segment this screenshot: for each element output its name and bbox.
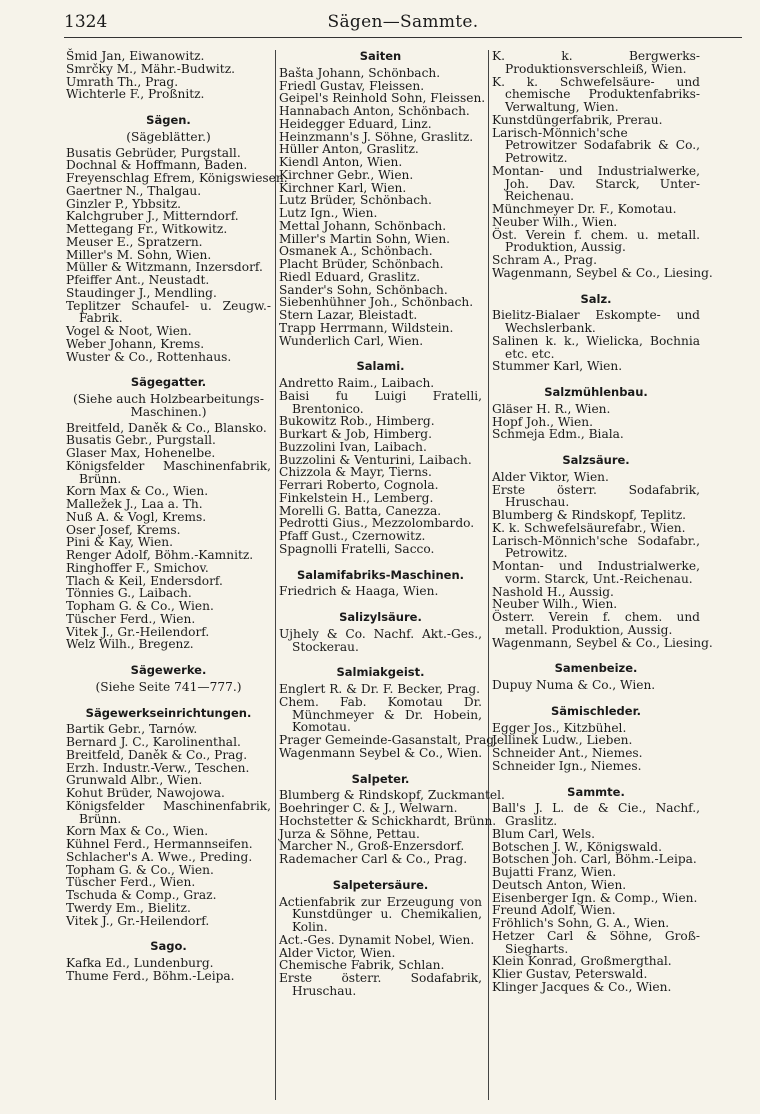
section-heading: Salzmühlenbau. xyxy=(544,385,648,399)
directory-entry: Siebenhühner Joh., Schönbach. xyxy=(279,295,474,310)
directory-entry: Ball's J. L. de & Cie., Nachf., Graslitz. xyxy=(492,801,700,828)
directory-entry: Österr. Verein f. chem. und metall. Produktion, Aussig. xyxy=(492,610,700,637)
directory-entry: Jurza & Söhne, Pettau. xyxy=(279,826,420,841)
directory-entry: Pfeiffer Ant., Neustadt. xyxy=(66,273,210,287)
directory-entry: Hüller Anton, Graslitz. xyxy=(279,142,419,157)
directory-entry: Botschen Joh. Carl, Böhm.-Leipa. xyxy=(492,852,697,867)
directory-entry: Egger Jos., Kitzbühel. xyxy=(492,720,627,735)
section-note: (Siehe Seite 741—777.) xyxy=(95,679,242,694)
directory-entry: Ujhely & Co. Nachf. Akt.-Ges., Stockerau. xyxy=(279,626,482,654)
section-heading: Samenbeize. xyxy=(554,661,638,676)
directory-entry: Mettegang Fr., Witkowitz. xyxy=(66,222,228,236)
directory-entry: Blumberg & Rindskopf, Zuckmantel. xyxy=(279,788,505,803)
directory-entry: Wunderlich Carl, Wien. xyxy=(279,333,424,348)
directory-entry: Miller's Martin Sohn, Wien. xyxy=(279,231,451,246)
section-heading: Salami. xyxy=(356,359,405,374)
directory-entry: Müller & Witzmann, Inzersdorf. xyxy=(66,260,263,275)
directory-entry: Klinger Jacques & Co., Wien. xyxy=(492,979,672,994)
directory-entry: Trapp Herrmann, Wildstein. xyxy=(279,320,454,335)
directory-entry: Bernard J. C., Karolinenthal. xyxy=(66,735,241,749)
directory-entry: Spagnolli Fratelli, Sacco. xyxy=(279,541,435,556)
directory-entry: Staudinger J., Mendling. xyxy=(66,285,217,300)
directory-entry: Andretto Raim., Laibach. xyxy=(279,376,435,390)
directory-entry: Bartik Gebr., Tarnów. xyxy=(66,722,198,737)
directory-entry: Marcher N., Groß-Enzersdorf. xyxy=(279,839,465,854)
directory-entry: Miller's M. Sohn, Wien. xyxy=(66,247,212,262)
section-heading: Sägewerkseinrichtungen. xyxy=(85,705,252,720)
directory-entry: Erste österr. Sodafabrik, Hruschau. xyxy=(492,482,700,510)
directory-entry: Breitfeld, Daněk & Co., Prag. xyxy=(66,747,248,762)
directory-entry: K. k. Schwefelsäure- und chemische Produktenfabriks-Verwaltung, Wien. xyxy=(492,74,700,114)
directory-entry: Burkart & Job, Himberg. xyxy=(279,427,432,441)
directory-entry: Chemische Fabrik, Schlan. xyxy=(279,958,445,973)
directory-entry: Stummer Karl, Wien. xyxy=(492,359,623,374)
directory-entry: Vogel & Noot, Wien. xyxy=(66,324,192,338)
directory-entry: Bujatti Franz, Wien. xyxy=(492,865,617,879)
directory-entry: Tönnies G., Laibach. xyxy=(66,586,192,601)
directory-entry: Mettal Johann, Schönbach. xyxy=(279,218,447,233)
section-heading: Salpeter. xyxy=(351,771,410,786)
directory-entry: Schneider Ant., Niemes. xyxy=(492,746,643,760)
directory-entry: Kunstdüngerfabrik, Prerau. xyxy=(492,112,663,127)
directory-entry: K. k. Bergwerks-Produktionsverschleiß, Wien. xyxy=(492,49,700,76)
directory-entry: Montan- und Industrialwerke, vorm. Starck, Unt.-Reichenau. xyxy=(492,559,700,586)
section-heading: Sago. xyxy=(150,939,187,954)
directory-entry: Lutz Brüder, Schönbach. xyxy=(279,193,432,208)
directory-entry: Friedrich & Haaga, Wien. xyxy=(279,584,439,599)
directory-entry: Twerdy Em., Bielitz. xyxy=(66,900,191,915)
directory-entry: Alder Viktor, Wien. xyxy=(492,469,609,484)
directory-entry: Geipel's Reinhold Sohn, Fleissen. xyxy=(279,91,486,106)
directory-entry: Ginzler P., Ybbsitz. xyxy=(66,196,182,211)
directory-entry: Bašta Johann, Schönbach. xyxy=(279,65,441,80)
directory-entry: Kiendl Anton, Wien. xyxy=(279,155,403,169)
directory-entry: Glaser Max, Hohenelbe. xyxy=(66,446,216,460)
directory-entry: Kirchner Karl, Wien. xyxy=(279,180,407,195)
section-heading: Sammte. xyxy=(567,784,625,799)
directory-entry: Schram A., Prag. xyxy=(492,253,597,267)
directory-entry: Wagenmann, Seybel & Co., Liesing. xyxy=(492,265,713,280)
column-divider xyxy=(275,50,276,1100)
directory-entry: Thume Ferd., Böhm.-Leipa. xyxy=(66,968,235,983)
directory-entry: Klein Konrad, Großmergthal. xyxy=(492,954,672,969)
directory-entry: Sander's Sohn, Schönbach. xyxy=(279,282,448,297)
directory-entry: Königsfelder Maschinenfabrik, Brünn. xyxy=(66,798,271,826)
directory-entry: Chizzola & Mayr, Tierns. xyxy=(279,465,432,480)
section-heading: Sämischleder. xyxy=(551,703,641,718)
directory-entry: Tschuda & Comp., Graz. xyxy=(66,888,217,902)
directory-entry: Blumberg & Rindskopf, Teplitz. xyxy=(492,508,687,522)
directory-entry: Topham G. & Co., Wien. xyxy=(66,599,214,613)
directory-entry: Stern Lazar, Bleistadt. xyxy=(279,308,418,322)
directory-entry: Alder Victor, Wien. xyxy=(279,945,396,960)
directory-entry: Gaertner N., Thalgau. xyxy=(66,183,202,198)
column-3 xyxy=(492,49,713,994)
directory-entry: Kohut Brüder, Nawojowa. xyxy=(66,786,225,800)
page-header xyxy=(64,10,742,36)
section-heading: Salpetersäure. xyxy=(332,877,429,892)
directory-entry: Hetzer Carl & Söhne, Groß-Siegharts. xyxy=(492,928,700,956)
directory-entry: Welz Wilh., Bregenz. xyxy=(66,637,194,652)
directory-entry: Busatis Gebr., Purgstall. xyxy=(66,433,216,448)
directory-entry: Rademacher Carl & Co., Prag. xyxy=(279,852,468,866)
directory-entry: Umrath Th., Prag. xyxy=(66,74,179,89)
section-heading: Salzsäure. xyxy=(562,453,630,467)
directory-entry: Hopf Joh., Wien. xyxy=(492,414,593,429)
directory-entry: Lutz Ign., Wien. xyxy=(279,206,378,220)
directory-entry: Neuber Wilh., Wien. xyxy=(492,214,618,229)
directory-entry: Chem. Fab. Komotau Dr. Münchmeyer & Dr. Hobein, Komotau. xyxy=(279,694,482,735)
section-heading: Salizylsäure. xyxy=(339,610,422,624)
directory-entry: Schlacher's A. Wwe., Preding. xyxy=(66,849,253,864)
directory-entry: Erzh. Industr.-Verw., Teschen. xyxy=(66,760,250,775)
directory-entry: Heinzmann's J. Söhne, Graslitz. xyxy=(279,129,474,144)
directory-entry: Freyenschlag Efrem, Königswiesen. xyxy=(66,171,288,185)
section-heading: Salz. xyxy=(580,291,612,306)
directory-entry: Pedrotti Gius., Mezzolombardo. xyxy=(279,516,475,531)
section-heading: Sägegatter. xyxy=(130,375,207,390)
section-heading: Sägen. xyxy=(146,113,191,127)
directory-entry: Salinen k. k., Wielicka, Bochnia etc. etc. xyxy=(492,333,700,361)
directory-entry: Englert R. & Dr. F. Becker, Prag. xyxy=(279,682,481,696)
directory-entry: Weber Johann, Krems. xyxy=(66,336,205,351)
directory-entry: Vitek J., Gr.-Heilendorf. xyxy=(66,624,210,639)
directory-entry: Boehringer C. & J., Welwarn. xyxy=(279,801,458,815)
directory-entry: Vitek J., Gr.-Heilendorf. xyxy=(66,913,210,928)
directory-entry: Smrčky M., Mähr.-Budwitz. xyxy=(66,61,236,76)
directory-entry: Montan- und Industrialwerke, Joh. Dav. Starck, Unter-Reichenau. xyxy=(492,163,700,204)
directory-entry: Hochstetter & Schickhardt, Brünn. xyxy=(279,813,497,828)
directory-entry: Kafka Ed., Lundenburg. xyxy=(66,956,214,970)
directory-entry: Teplitzer Schaufel- u. Zeugw.-Fabrik. xyxy=(66,298,271,326)
directory-entry: Osmanek A., Schönbach. xyxy=(279,244,433,259)
section-heading: Salmiakgeist. xyxy=(336,665,425,680)
page-number: 1324 xyxy=(64,12,108,32)
column-1 xyxy=(66,49,288,983)
directory-entry: Münchmeyer Dr. F., Komotau. xyxy=(492,202,677,216)
directory-entry: Pfaff Gust., Czernowitz. xyxy=(279,529,426,543)
directory-entry: Larisch-Mönnich'sche Sodafabr., Petrowitz. xyxy=(492,533,700,561)
directory-entry: Riedl Eduard, Graslitz. xyxy=(279,269,421,284)
directory-entry: Dochnal & Hoffmann, Baden. xyxy=(66,158,248,173)
directory-entry: Königsfelder Maschinenfabrik, Brünn. xyxy=(66,458,271,486)
directory-entry: Buzzolini Ivan, Laibach. xyxy=(279,439,427,454)
directory-entry: Wichterle F., Proßnitz. xyxy=(66,87,205,102)
directory-entry: Bielitz-Bialaer Eskompte- und Wechslerbank. xyxy=(492,308,700,335)
directory-entry: Breitfeld, Daněk & Co., Blansko. xyxy=(66,420,267,435)
directory-entry: Ferrari Roberto, Cognola. xyxy=(279,478,439,492)
directory-entry: Nashold H., Aussig. xyxy=(492,584,614,599)
directory-entry: Korn Max & Co., Wien. xyxy=(66,824,209,839)
directory-entry: Wuster & Co., Rottenhaus. xyxy=(66,349,232,364)
directory-entry: Kalchgruber J., Mitterndorf. xyxy=(66,209,239,224)
directory-entry: Placht Brüder, Schönbach. xyxy=(279,257,444,271)
directory-entry: Buzzolini & Venturini, Laibach. xyxy=(279,452,472,467)
directory-entry: Meuser E., Spratzern. xyxy=(66,234,203,249)
column-2 xyxy=(279,49,505,998)
directory-entry: Actienfabrik zur Erzeugung von Kunstdünger u. Chemikalien, Kolin. xyxy=(279,894,482,934)
directory-entry: Korn Max & Co., Wien. xyxy=(66,484,209,499)
directory-entry: Eisenberger Ign. & Comp., Wien. xyxy=(492,890,698,905)
directory-entry: Finkelstein H., Lemberg. xyxy=(279,490,434,505)
directory-entry: Dupuy Numa & Co., Wien. xyxy=(492,678,656,692)
section-heading: Saiten xyxy=(359,49,402,63)
directory-entry: Šmid Jan, Eiwanowitz. xyxy=(66,49,205,63)
directory-entry: Jellinek Ludw., Lieben. xyxy=(492,733,633,748)
section-heading: Sägewerke. xyxy=(130,663,207,677)
directory-entry: Wagenmann, Seybel & Co., Liesing. xyxy=(492,635,713,650)
directory-entry: Malležek J., Laa a. Th. xyxy=(66,497,203,511)
directory-entry: Grunwald Albr., Wien. xyxy=(66,773,203,788)
directory-entry: Blum Carl, Wels. xyxy=(492,826,595,841)
directory-entry: Larisch-Mönnich'sche Petrowitzer Sodafabrik & Co., Petrowitz. xyxy=(492,125,700,165)
directory-entry: Kühnel Ferd., Hermannseifen. xyxy=(66,837,253,851)
directory-entry: Baisi fu Luigi Fratelli, Brentonico. xyxy=(279,388,482,416)
directory-entry: Fröhlich's Sohn, G. A., Wien. xyxy=(492,916,670,930)
directory-entry: Oser Josef, Krems. xyxy=(66,522,181,537)
directory-entry: Renger Adolf, Böhm.-Kamnitz. xyxy=(66,548,254,562)
directory-entry: Bukowitz Rob., Himberg. xyxy=(279,414,435,429)
directory-entry: Neuber Wilh., Wien. xyxy=(492,597,618,612)
directory-entry: Prager Gemeinde-Gasanstalt, Prag. xyxy=(279,733,498,747)
directory-entry: Tlach & Keil, Endersdorf. xyxy=(66,573,223,588)
directory-entry: Öst. Verein f. chem. u. metall. Produktion, Aussig. xyxy=(492,227,700,255)
directory-entry: Busatis Gebrüder, Purgstall. xyxy=(66,145,241,160)
directory-entry: Heidegger Eduard, Linz. xyxy=(279,116,432,131)
directory-entry: Pini & Kay, Wien. xyxy=(66,535,173,550)
directory-entry: Schmeja Edm., Biala. xyxy=(492,427,624,442)
directory-entry: Morelli G. Batta, Canezza. xyxy=(279,503,442,518)
directory-entry: Hannabach Anton, Schönbach. xyxy=(279,104,470,118)
directory-entry: Gläser H. R., Wien. xyxy=(492,401,611,416)
directory-entry: Friedl Gustav, Fleissen. xyxy=(279,78,425,93)
directory-entry: Ringhoffer F., Smichov. xyxy=(66,560,209,575)
directory-entry: Tüscher Ferd., Wien. xyxy=(66,611,196,626)
section-note: (Sägeblätter.) xyxy=(126,129,211,144)
directory-entry: Freund Adolf, Wien. xyxy=(492,903,616,918)
section-heading: Salamifabriks-Maschinen. xyxy=(296,567,465,582)
directory-entry: Tüscher Ferd., Wien. xyxy=(66,875,196,890)
directory-entry: Schneider Ign., Niemes. xyxy=(492,758,642,773)
running-title: Sägen—Sammte. xyxy=(327,12,479,32)
directory-entry: Klier Gustav, Peterswald. xyxy=(492,967,648,981)
directory-entry: Botschen J. W., Königswald. xyxy=(492,839,662,854)
directory-entry: Wagenmann Seybel & Co., Wien. xyxy=(279,745,483,760)
column-divider xyxy=(488,50,489,1100)
directory-entry: Kirchner Gebr., Wien. xyxy=(279,167,414,182)
directory-entry: Erste österr. Sodafabrik, Hruschau. xyxy=(279,971,482,998)
directory-entry: Act.-Ges. Dynamit Nobel, Wien. xyxy=(279,932,475,947)
directory-entry: Deutsch Anton, Wien. xyxy=(492,877,627,892)
directory-entry: K. k. Schwefelsäurefabr., Wien. xyxy=(492,520,686,535)
header-rule xyxy=(64,37,742,38)
directory-entry: Topham G. & Co., Wien. xyxy=(66,862,214,877)
directory-entry: Nuß A. & Vogl, Krems. xyxy=(66,509,207,524)
section-note: (Siehe auch Holzbearbeitungs-Maschinen.) xyxy=(73,392,264,419)
